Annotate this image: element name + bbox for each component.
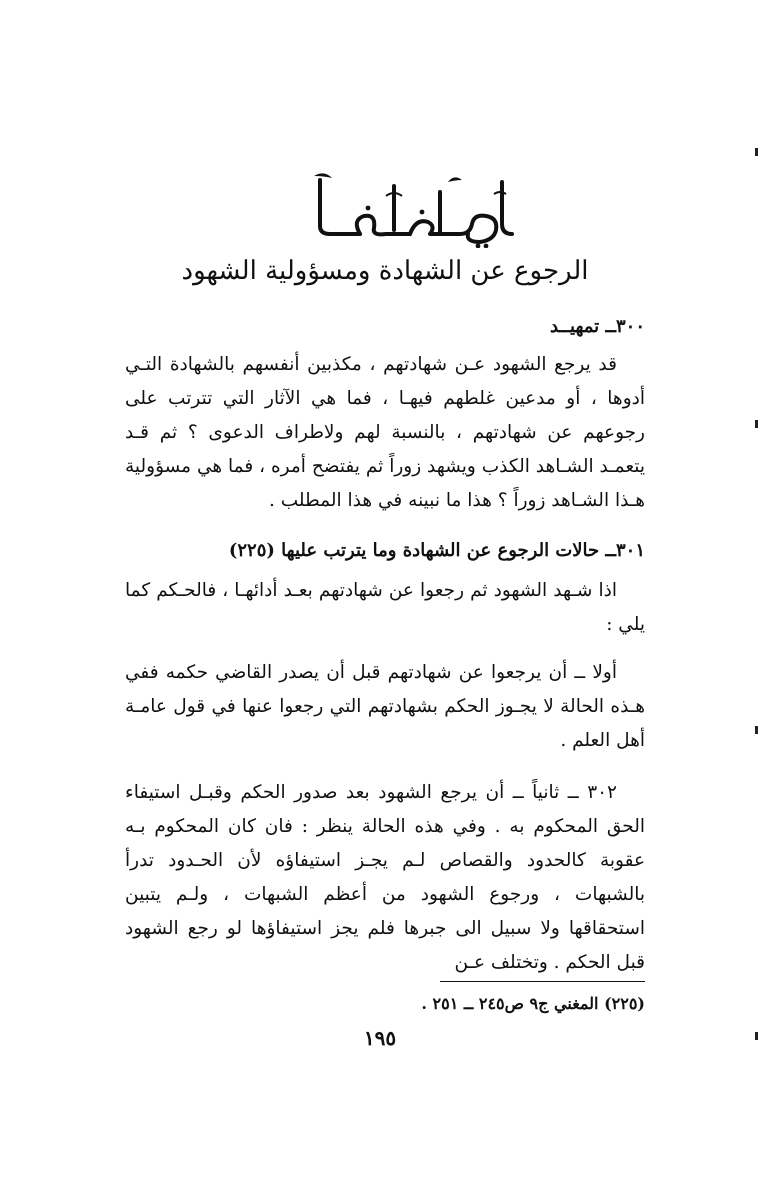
section-301-point-one: أولا ــ أن يرجعوا عن شهادتهم قبل أن يصدر القاضي حكمه ففي هـذه الحالة لا يجـوز الحكم بشهادتهم التي رجعوا عنها في قول عامـة أهل العلم . bbox=[125, 662, 645, 751]
section-301-heading: ٣٠١ــ حالات الرجوع عن الشهادة وما يترتب عليها (٢٢٥) bbox=[228, 540, 645, 561]
page-number: ١٩٥ bbox=[363, 1026, 397, 1050]
section-301-body: اذا شـهد الشهود ثم رجعوا عن شهادتهم بعـد أدائهـا ، فالحـكم كما يلي : bbox=[125, 580, 645, 635]
scan-edge-mark bbox=[755, 420, 758, 428]
footnote: (٢٢٥) المغني ج٩ ص٢٤٥ ــ ٢٥١ . bbox=[421, 994, 645, 1013]
scan-edge-mark bbox=[755, 1032, 758, 1040]
section-302-body: ٣٠٢ ــ ثانياً ــ أن يرجع الشهود بعد صدور الحكم وقبـل استيفاء الحق المحكوم به . وفي هذه الحالة ينظر : فان كان المحكوم بـه عقوبة كالحدود والقصاص لـم يجـز استيفاؤه لأن الحـدود تدرأ بالشبهات ، ورجوع الشهود من أعظم الشبهات ، ولـم يتبين استحقاقها ولا سبيل الى جبرها فلم يجز استيفاؤها لو رجع الشهود قبل الحكم . وتختلف عـن bbox=[125, 782, 645, 973]
footnote-separator bbox=[440, 981, 645, 982]
section-300-body: قد يرجع الشهود عـن شهادتهم ، مكذبين أنفسهم بالشهادة التـي أدوها ، أو مدعين غلطهم فيهـا ، فما هي الآثار التي تترتب على رجوعهم عن شهادتهم ، بالنسبة لهم ولاطراف الدعوى ؟ ثم قـد يتعمـد الشـاهد الكذب ويشهد زوراً ثم يفتضح أمره ، فما هي مسؤولية هـذا الشـاهد زوراً ؟ هذا ما نبينه في هذا المطلب . bbox=[125, 354, 645, 511]
scan-edge-mark bbox=[755, 148, 758, 156]
calligraphy-title bbox=[290, 168, 530, 248]
section-subtitle: الرجوع عن الشهادة ومسؤولية الشهود bbox=[181, 256, 589, 286]
scan-edge-mark bbox=[755, 726, 758, 734]
section-300-heading: ٣٠٠ــ تمهيــد bbox=[550, 316, 645, 337]
